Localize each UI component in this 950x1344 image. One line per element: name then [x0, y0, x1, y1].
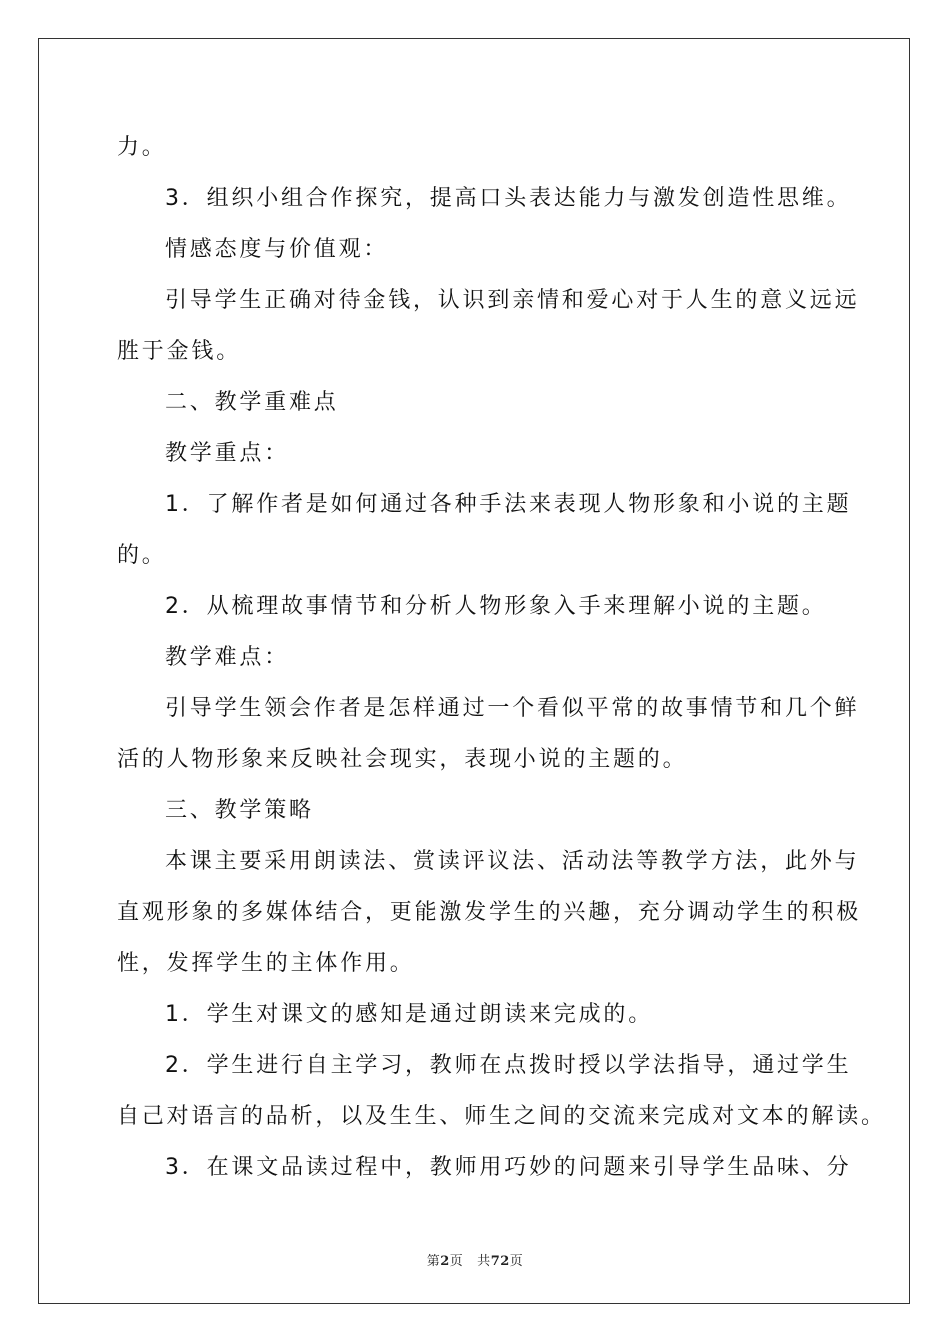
total-suffix: 页 [509, 1254, 524, 1269]
total-pages: 72 [490, 1254, 510, 1269]
document-body [117, 122, 886, 1193]
text-line-1: 力。 [117, 135, 167, 160]
text-line-12: 引导学生领会作者是怎样通过一个看似平常的故事情节和几个鲜 [165, 696, 860, 721]
page-footer [0, 1250, 950, 1269]
text-line-21: 3．在课文品读过程中，教师用巧妙的问题来引导学生品味、分 [165, 1155, 852, 1180]
text-line-10: 2．从梳理故事情节和分析人物形象入手来理解小说的主题。 [165, 594, 827, 619]
page-suffix: 页 [449, 1254, 464, 1269]
subheading-difficult-points: 教学难点： [165, 645, 290, 670]
text-line-16: 直观形象的多媒体结合，更能激发学生的兴趣，充分调动学生的积极 [117, 900, 862, 925]
page-prefix: 第 [426, 1254, 441, 1269]
section-heading-2: 二、教学重难点 [165, 390, 339, 415]
text-line-5: 胜于金钱。 [117, 339, 242, 364]
section-heading-emotion: 情感态度与价值观： [165, 237, 389, 262]
text-line-18: 1．学生对课文的感知是通过朗读来完成的。 [165, 1002, 653, 1027]
subheading-key-points: 教学重点： [165, 441, 290, 466]
text-line-13: 活的人物形象来反映社会现实，表现小说的主题的。 [117, 747, 688, 772]
text-line-9: 的。 [117, 543, 167, 568]
text-line-8: 1．了解作者是如何通过各种手法来表现人物形象和小说的主题 [165, 492, 852, 517]
text-line-17: 性，发挥学生的主体作用。 [117, 951, 415, 976]
section-heading-3: 三、教学策略 [165, 798, 314, 823]
page-number: 2 [440, 1254, 450, 1269]
total-prefix: 共 [477, 1254, 491, 1269]
text-line-15: 本课主要采用朗读法、赏读评议法、活动法等教学方法，此外与 [165, 849, 860, 874]
text-line-4: 引导学生正确对待金钱，认识到亲情和爱心对于人生的意义远远 [165, 288, 860, 313]
text-line-19: 2．学生进行自主学习，教师在点拨时授以学法指导，通过学生 [165, 1053, 852, 1078]
text-line-20: 自己对语言的品析，以及生生、师生之间的交流来完成对文本的解读。 [117, 1104, 886, 1129]
text-line-2: 3．组织小组合作探究，提高口头表达能力与激发创造性思维。 [165, 186, 852, 211]
